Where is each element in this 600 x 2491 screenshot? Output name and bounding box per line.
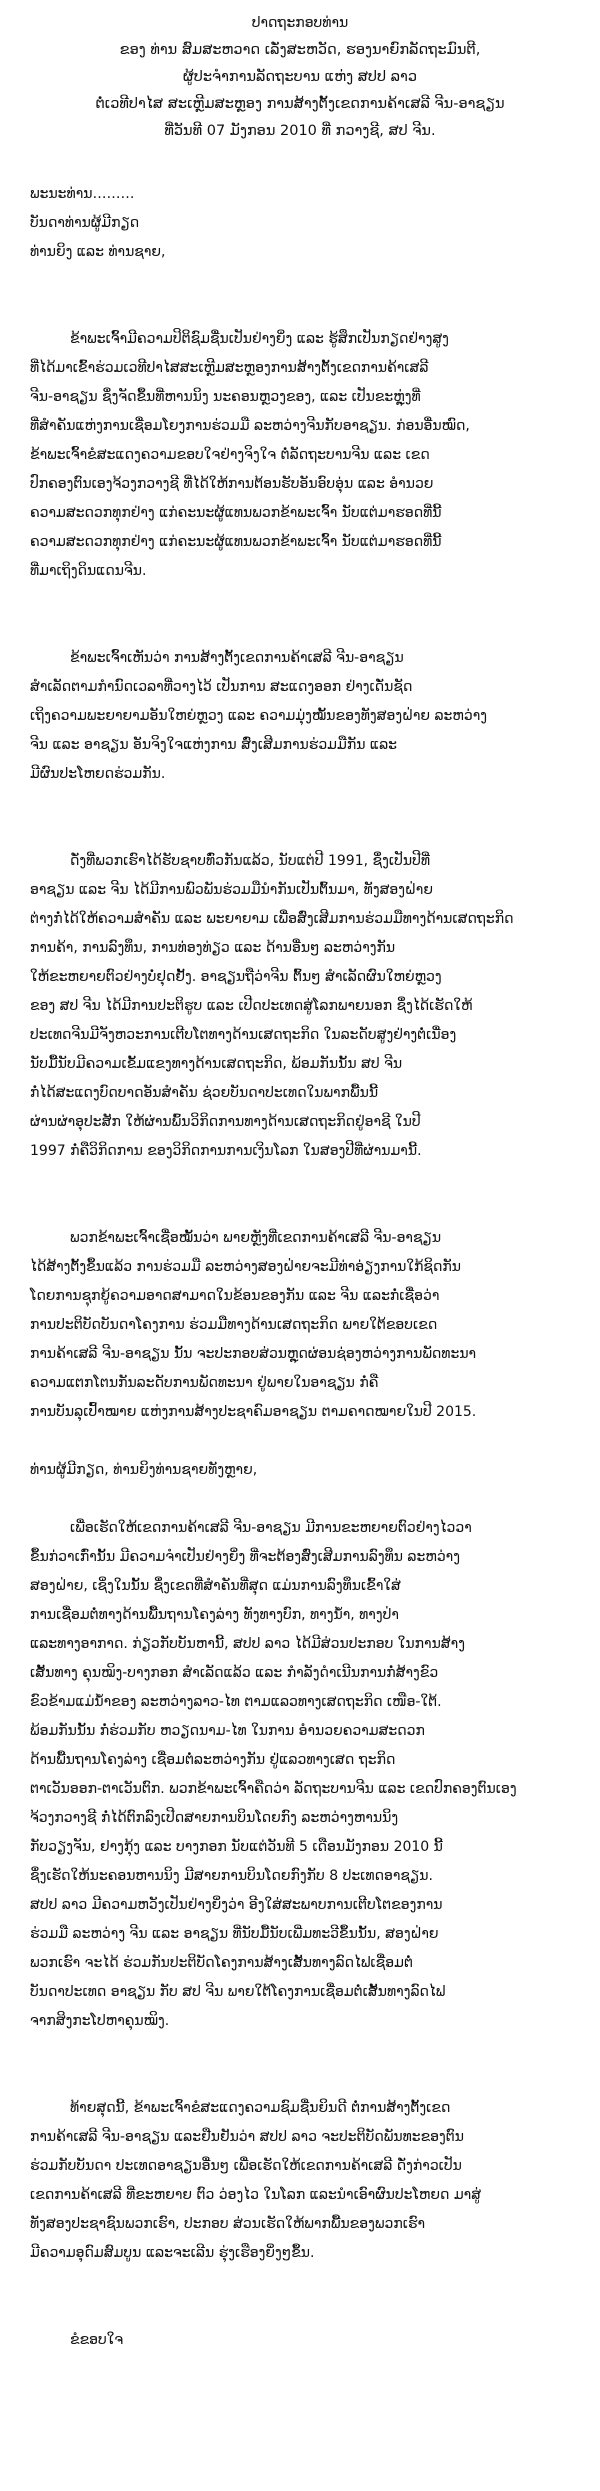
speech-line: ສຳເລັດຕາມກຳນົດເວລາທີ່ວາງໄວ້ ເປັນການ ສະແດງອອກ ຢ່າງເດັ່ນຊັດ	[30, 679, 413, 695]
speech-line: ທັງສອງປະຊາຊົນພວກເຮົາ, ປະກອບ ສ່ວນເຮັດໃຫ້ພາກພື້ນຂອງພວກເຮົາ	[30, 2216, 426, 2232]
speech-line: ການຄ້າເສລີ ຈີນ-ອາຊຽນ ແລະຢືນຢັນວ່າ ສປປ ລາວ ຈະປະຕິບັດພັນທະຂອງຕົນ	[30, 2129, 464, 2145]
speech-line: ຮ່ວມມື ລະຫວ່າງ ຈີນ ແລະ ອາຊຽນ ທີ່ນັບມື້ນັບເພີ່ມທະວີຂຶ້ນນັ້ນ, ສອງຝ່າຍ	[30, 1926, 439, 1942]
title-line: ປາດຖະກອບທ່ານ	[251, 15, 349, 31]
speech-line: ທີ່ໄດ້ມາເຂົ້າຮ່ວມເວທີປາໄສສະເຫຼີມສະຫຼອງການສ້າງຕັ້ງເຂດການຄ້າເສລີ	[30, 360, 429, 376]
speech-line: ພວກຂ້າພະເຈົ້າເຊື່ອໝັ້ນວ່າ ພາຍຫຼັງທີ່ເຂດການຄ້າເສລີ ຈີນ-ອາຊຽນ	[70, 1230, 442, 1246]
speech-line: ມີຜົນປະໂຫຍດຮ່ວມກັນ.	[30, 766, 166, 782]
speech-line: ຄວາມສະດວກທຸກຢ່າງ ແກ່ຄະນະຜູ້ແທນພວກຂ້າພະເຈົ້າ ນັບແຕ່ມາຮອດທີ່ນີ້	[30, 534, 442, 550]
title-line: ຜູ້ປະຈຳການລັດຖະບານ ແຫ່ງ ສປປ ລາວ	[182, 69, 418, 85]
speech-line: ຂອງ ສປ ຈີນ ໄດ້ມີການປະຕິຮູບ ແລະ ເປີດປະເທດສູ່ໂລກພາຍນອກ ຊຶ່ງໄດ້ເຮັດໃຫ້	[30, 998, 473, 1014]
title-line: ຂອງ ທ່ານ ສົມສະຫວາດ ເລັ່ງສະຫວັດ, ຮອງນາຍົກລັດຖະມົນຕີ,	[119, 42, 481, 58]
speech-line: ດ້ານພື້ນຖານໂຄງລ່າງ ເຊື່ອມຕໍ່ລະຫວ່າງກັນ ຢູ່ແລວທາງເສດ ຖະກິດ	[30, 1752, 396, 1768]
speech-title-block	[0, 0, 600, 145]
speech-line: ອາຊຽນ ແລະ ຈີນ ໄດ້ມີການພົວພັນຮ່ວມມືນໍາກັນເປັນຕົ້ນມາ, ທັງສອງຝ່າຍ	[30, 882, 433, 898]
speech-line: ເຖິງຄວາມພະຍາຍາມອັນໃຫຍ່ຫຼວງ ແລະ ຄວາມມຸ່ງໝັ້ນຂອງທັງສອງຝ່າຍ ລະຫວ່າງ	[30, 708, 488, 724]
speech-line: ຂ້າພະເຈົ້າມີຄວາມປິຕິຊົມຊື່ນເປັນຢ່າງຍິ່ງ ແລະ ຮູ້ສຶກເປັນກຽດຢ່າງສູງ	[70, 331, 449, 347]
speech-line: ການບັນລຸເປົ້າໝາຍ ແຫ່ງການສ້າງປະຊາຄົມອາຊຽນ ຕາມຄາດໝາຍໃນປີ 2015.	[30, 1404, 477, 1420]
speech-line: ເສັ້ນທາງ ຄຸນໝິງ-ບາງກອກ ສຳເລັດແລ້ວ ແລະ ກຳລັງດຳເນີນການກໍ່ສ້າງຂົວ	[30, 1665, 439, 1681]
speech-line: ພວກເຮົາ ຈະໄດ້ ຮ່ວມກັນປະຕິບັດໂຄງການສ້າງເສັ້ນທາງລົດໄຟເຊື່ອມຕໍ່	[30, 1955, 413, 1971]
title-line: ຕໍ່ເວທີປາໄສ ສະເຫຼີມສະຫຼອງ ການສ້າງຕັ້ງເຂດການຄ້າເສລີ ຈີນ-ອາຊຽນ	[95, 96, 505, 112]
speech-line: ທີ່ສໍາຄັນແຫ່ງການເຊື່ອມໂຍງການຮ່ວມມື ລະຫວ່າງຈີນກັບອາຊຽນ. ກ່ອນອື່ນໝົດ,	[30, 418, 470, 434]
speech-line: ຂຶ້ນກ່ວາເກົ່ານັ້ນ ມີຄວາມຈຳເປັນຢ່າງຍິ່ງ ທີ່ຈະຕ້ອງສົ່ງເສີມການລົງທຶນ ລະຫວ່າງ	[30, 1549, 460, 1565]
speech-line: ເພື່ອເຮັດໃຫ້ເຂດການຄ້າເສລີ ຈີນ-ອາຊຽນ ມີການຂະຫຍາຍຕົວຢ່າງໄວວາ	[70, 1520, 472, 1536]
speech-line: ປະເທດຈີນມີຈັງຫວະການເຕີບໂຕທາງດ້ານເສດຖະກິດ ໃນລະດັບສູງຢ່າງຕໍ່ເນື່ອງ	[30, 1027, 457, 1043]
speech-line: ຈາກສິງກະໂປຫາຄຸນໝິງ.	[30, 2013, 170, 2029]
speech-line: ຄວາມແຕກໂຕນກັນລະດັບການພັດທະນາ ຢູ່ພາຍໃນອາຊຽນ ກໍ່ຄື	[30, 1375, 379, 1391]
speech-line: ເຂດການຄ້າເສລີ ທີ່ຂະຫຍາຍ ຕົວ ວ່ອງໄວ ໃນໂລກ ແລະນໍາເອົາຜົນປະໂຫຍດ ມາສູ່	[30, 2187, 482, 2203]
speech-line: ມີຄວາມອຸດົມສົມບູນ ແລະຈະເລີນ ຮຸ່ງເຮືອງຍິ່ງໆຂຶ້ນ.	[30, 2245, 315, 2261]
speech-line: 1997 ກໍ່ຄືວິກິດການ ຂອງວິກິດການການເງິນໂລກ ໃນສອງປີທີ່ຜ່ານມານີ້.	[30, 1143, 422, 1159]
speech-line: ຂໍຂອບໃຈ	[70, 2332, 124, 2348]
speech-line: ຂົວຂ້າມແມ່ນໍ້າຂອງ ລະຫວ່າງລາວ-ໄທ ຕາມແລວທາງເສດຖະກິດ ເໜືອ-ໃຕ້.	[30, 1694, 442, 1710]
speech-line: ນັບມື້ນັບມີຄວາມເຂັ້ມແຂງທາງດ້ານເສດຖະກິດ, ພ້ອມກັນນັ້ນ ສປ ຈີນ	[30, 1056, 403, 1072]
speech-line: ຊຶ່ງເຮັດໃຫ້ນະຄອນຫານນິງ ມີສາຍການບິນໂດຍກົງກັບ 8 ປະເທດອາຊຽນ.	[30, 1868, 433, 1884]
title-line: ທີ່ວັນທີ 07 ມັງກອນ 2010 ທີ່ ກວາງຊີ, ສປ ຈີນ.	[164, 123, 436, 139]
speech-line: ຮ່ວມກັບບັນດາ ປະເທດອາຊຽນອື່ນໆ ເພື່ອເຮັດໃຫ້ເຂດການຄ້າເສລີ ດັ່ງກ່າວເປັນ	[30, 2158, 462, 2174]
speech-line: ຈີນ ແລະ ອາຊຽນ ອັນຈິງໃຈແຫ່ງການ ສົ່ງເສີມການຮ່ວມມືກັນ ແລະ	[30, 737, 398, 753]
speech-body	[30, 180, 575, 2355]
speech-line: ໃຫ້ຂະຫຍາຍຕົວຢ່າງບໍ່ຢຸດຢັ້ງ. ອາຊຽນຖືວ່າຈີນ ຕົ້ນໆ ສຳເລັດຜົນໃຫຍ່ຫຼວງ	[30, 969, 442, 985]
speech-line: ກໍ່ໄດ້ສະແດງບົດບາດອັນສຳຄັນ ຊ່ວຍບັນດາປະເທດໃນພາກພື້ນນີ້	[30, 1085, 379, 1101]
speech-line: ໂດຍການຊຸກຍູ້ຄວາມອາດສາມາດໃນຂ້ອນຂອງກັນ ແລະ ຈີນ ແລະກໍ່ເຊື່ອວ່າ	[30, 1288, 440, 1304]
speech-line: ການຄ້າເສລີ ຈີນ-ອາຊຽນ ນັ້ນ ຈະປະກອບສ່ວນຫຼຸດຜ່ອນຊ່ອງຫວ່າງການພັດທະນາ	[30, 1346, 477, 1362]
speech-line: ປົກຄອງຕົນເອງຈ້ວງກວາງຊີ ທີ່ໄດ້ໃຫ້ການຕ້ອນຮັບອັນອົບອຸ່ນ ແລະ ອໍານວຍ	[30, 476, 434, 492]
speech-line: ພ້ອມກັນນັ້ນ ກໍ່ຮ່ວມກັບ ຫວຽດນາມ-ໄທ ໃນການ ອໍານວຍຄວາມສະດວກ	[30, 1723, 425, 1739]
speech-line: ຜ່ານຜ່າອຸປະສັກ ໃຫ້ຜ່ານພົ້ນວິກິດການທາງດ້ານເສດຖະກິດຢູ່ອາຊີ ໃນປີ	[30, 1114, 421, 1130]
speech-line: ສອງຝ່າຍ, ເຊິ່ງໃນນັ້ນ ຊຶ່ງເຂດທີ່ສຳຄັນທີ່ສຸດ ແມ່ນການລົງທຶນເຂົ້າໃສ່	[30, 1578, 401, 1594]
speech-line: ທ້າຍສຸດນີ້, ຂ້າພະເຈົ້າຂໍສະແດງຄວາມຊົມຊື່ນຍິນດີ ຕໍ່ການສ້າງຕັ້ງເຂດ	[70, 2100, 451, 2116]
speech-line: ທ່ານຜູ້ມີກຽດ, ທ່ານຍິງທ່ານຊາຍທັງຫຼາຍ,	[30, 1462, 258, 1478]
speech-line: ການເຊື່ອມຕໍ່ທາງດ້ານພື້ນຖານໂຄງລ່າງ ທັງທາງບົກ, ທາງນ້ຳ, ທາງປ່າ	[30, 1607, 399, 1623]
speech-line: ພະນະທ່ານ………	[30, 186, 135, 202]
speech-line: ຕາເວັນອອກ-ຕາເວັນຕົກ. ພວກຂ້າພະເຈົ້າຄືດວ່າ ລັດຖະບານຈີນ ແລະ ເຂດປົກຄອງຕົນເອງ	[30, 1781, 517, 1797]
speech-line: ໄດ້ສ້າງຕັ້ງຂຶ້ນແລ້ວ ການຮ່ວມມື ລະຫວ່າງສອງຝ່າຍຈະມີທ່າອ່ຽງການໃກ້ຊິດກັນ	[30, 1259, 461, 1275]
speech-line: ຈ້ວງກວາງຊີ ກໍ່ໄດ້ຕົກລົງເປີດສາຍການບິນໂດຍກົງ ລະຫວ່າງຫານນິງ	[30, 1810, 399, 1826]
speech-line: ດັ່ງທີ່ພວກເຮົາໄດ້ຮັບຊາບທົ່ວກັນແລ້ວ, ນັບແຕ່ປີ 1991, ຊຶ່ງເປັນປີທີ່	[70, 853, 430, 869]
speech-line: ບັນດາທ່ານຜູ້ມີກຽດ	[30, 215, 140, 231]
speech-line: ທ່ານຍິງ ແລະ ທ່ານຊາຍ,	[30, 244, 166, 260]
speech-line: ບັນດາປະເທດ ອາຊຽນ ກັບ ສປ ຈີນ ພາຍໃຕ້ໂຄງການເຊື່ອມຕໍ່ເສັ້ນທາງລົດໄຟ	[30, 1984, 446, 2000]
speech-line: ຂ້າພະເຈົ້າເຫັນວ່າ ການສ້າງຕັ້ງເຂດການຄ້າເສລີ ຈີນ-ອາຊຽນ	[70, 650, 404, 666]
speech-line: ຄວາມສະດວກທຸກຢ່າງ ແກ່ຄະນະຜູ້ແທນພວກຂ້າພະເຈົ້າ ນັບແຕ່ມາຮອດທີ່ນີ້	[30, 505, 442, 521]
speech-line: ກັບວຽງຈັນ, ຢາງກຸ້ງ ແລະ ບາງກອກ ນັບແຕ່ວັນທີ 5 ເດືອນມັງກອນ 2010 ນີ້	[30, 1839, 443, 1855]
speech-line: ການປະຕິບັດບັນດາໂຄງການ ຮ່ວມມືທາງດ້ານເສດຖະກິດ ພາຍໃຕ້ຂອບເຂດ	[30, 1317, 438, 1333]
speech-line: ສປປ ລາວ ມີຄວາມຫວັງເປັນຢ່າງຍິ່ງວ່າ ອີງໃສ່ສະພາບການເຕີບໂຕຂອງການ	[30, 1897, 443, 1913]
speech-line: ຕ່າງກໍ່ໄດ້ໃຫ້ຄວາມສໍາຄັນ ແລະ ພະຍາຍາມ ເພື່ອສົ່ງເສີມການຮ່ວມມືທາງດ້ານເສດຖະກິດ	[30, 911, 514, 927]
speech-line: ຂ້າພະເຈົ້າຂໍສະແດງຄວາມຂອບໃຈຢ່າງຈິງໃຈ ຕໍ່ລັດຖະບານຈີນ ແລະ ເຂດ	[30, 447, 430, 463]
speech-line: ການຄ້າ, ການລົງທຶນ, ການທ່ອງທ່ຽວ ແລະ ດ້ານອື່ນໆ ລະຫວ່າງກັນ	[30, 940, 396, 956]
speech-line: ທີ່ມາເຖິງດິນແດນຈີນ.	[30, 563, 147, 579]
speech-line: ຈີນ-ອາຊຽນ ຊຶ່ງຈັດຂຶ້ນທີ່ຫານນິງ ນະຄອນຫຼວງຂອງ, ແລະ ເປັນຂະຫຼຸ່ງທີ່	[30, 389, 421, 405]
speech-line: ແລະທາງອາກາດ. ກ່ຽວກັບບັນຫານີ້, ສປປ ລາວ ໄດ້ມີສ່ວນປະກອບ ໃນການສ້າງ	[30, 1636, 465, 1652]
